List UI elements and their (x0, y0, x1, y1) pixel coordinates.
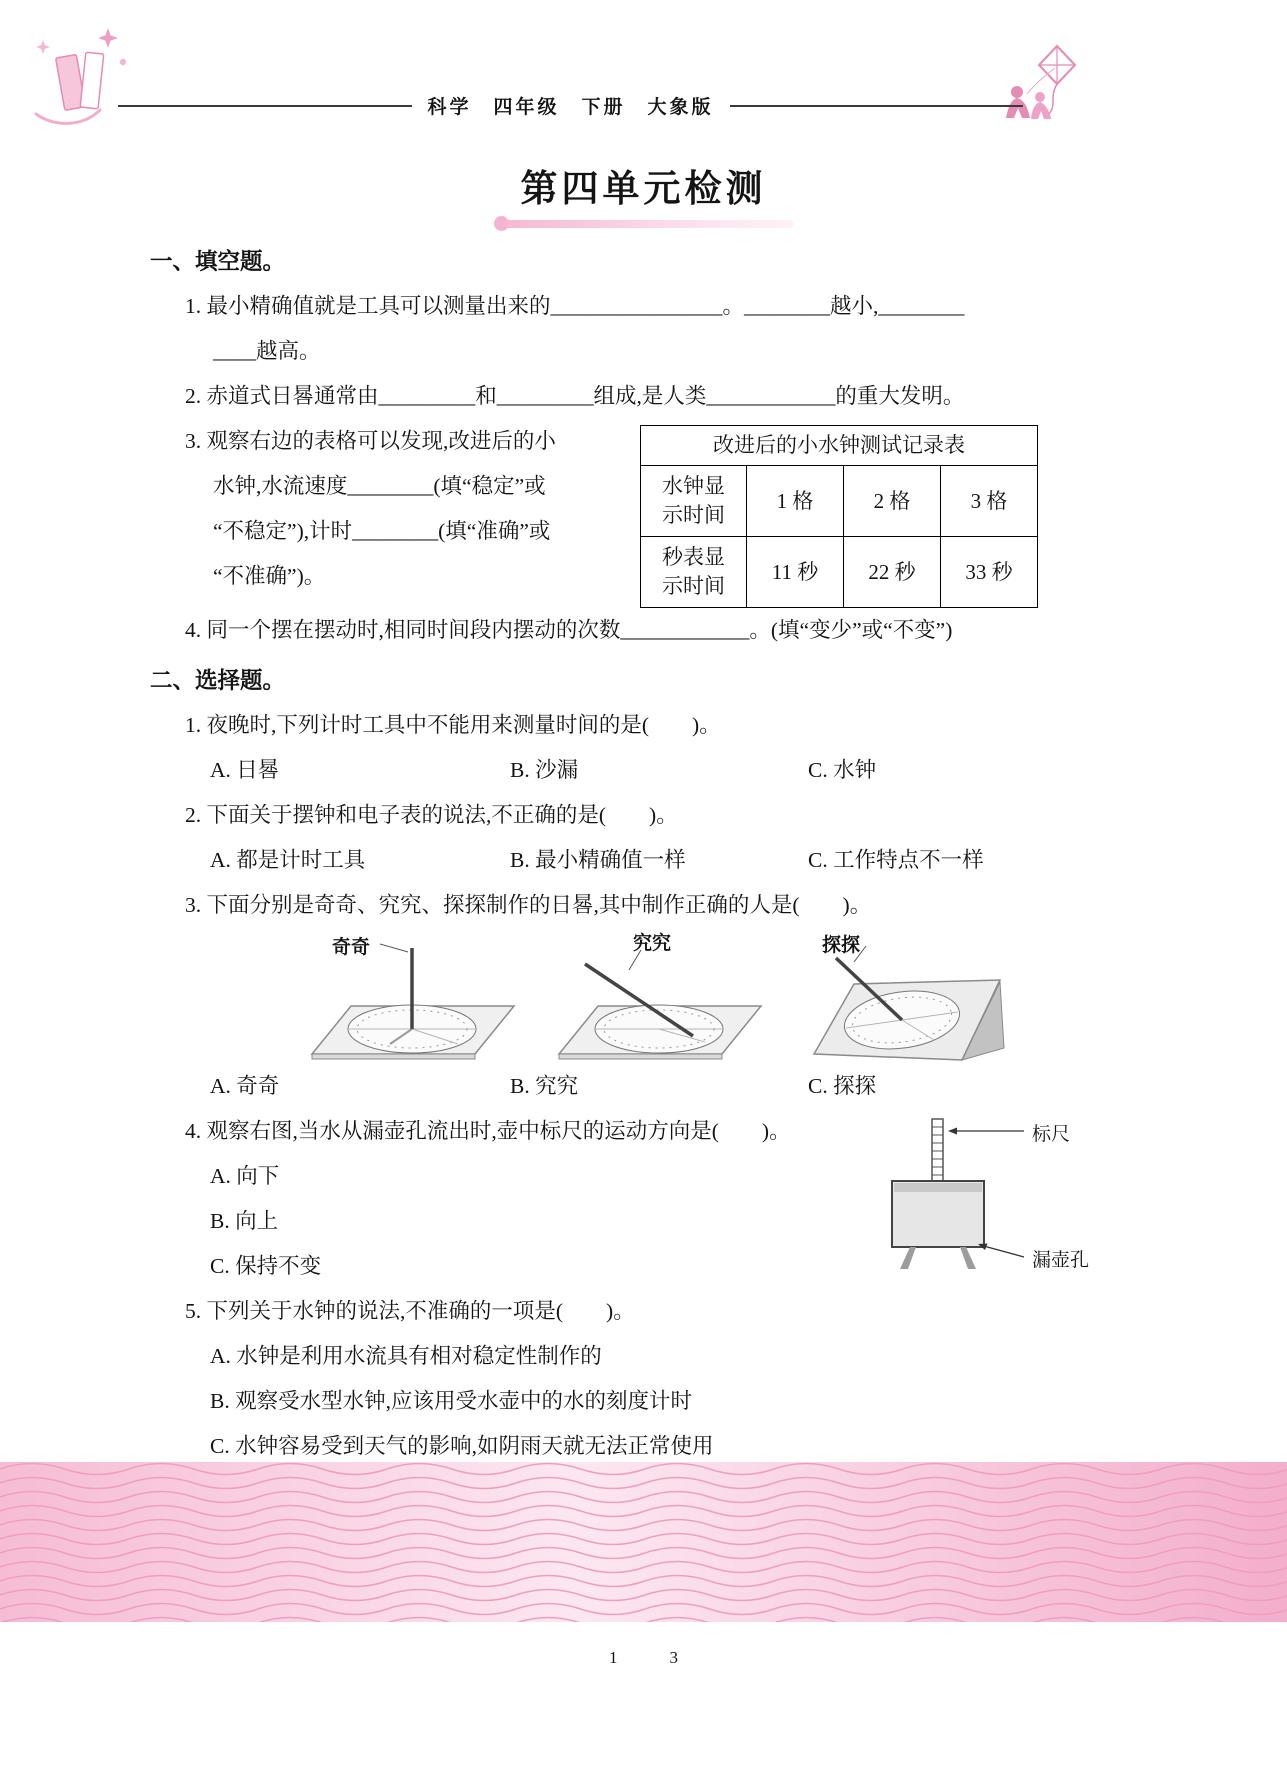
table-row (641, 466, 1038, 537)
choice-q5-stem: 5. 下列关于水钟的说法,不准确的一项是( )。 (185, 1299, 635, 1323)
choice-q4-stem: 4. 观察右图,当水从漏壶孔流出时,壶中标尺的运动方向是( )。 (185, 1119, 791, 1143)
books-decoration-icon (30, 22, 135, 139)
water-clock-diagram-icon (852, 1117, 1027, 1277)
table-row-label: 秒表显示时间 (641, 537, 747, 608)
kite-kids-decoration-icon (995, 42, 1095, 135)
choice-q2-stem: 2. 下面关于摆钟和电子表的说法,不正确的是( )。 (185, 803, 678, 827)
fill-q3-block (150, 419, 1140, 608)
table-cell: 11 秒 (747, 537, 844, 608)
choice-q2-options (150, 838, 1140, 883)
choice-q3-options (150, 1064, 1140, 1109)
water-clock-record-table (640, 425, 1038, 608)
table-cell: 2 格 (844, 466, 941, 537)
sundial-vertical-gnomon-icon (290, 932, 525, 1062)
table-cell: 33 秒 (941, 537, 1038, 608)
option-c: C. 工作特点不一样 (808, 848, 984, 872)
option-c: C. 水钟 (808, 758, 877, 782)
water-clock-figure (852, 1117, 1140, 1282)
ruler-label: 标尺 (1032, 1124, 1071, 1145)
sundial-label-3: 探探 (822, 935, 861, 956)
table-cell: 22 秒 (844, 537, 941, 608)
title-underline-decoration (494, 216, 794, 231)
leak-hole-label: 漏壶孔 (1032, 1250, 1090, 1271)
page-title: 第四单元检测 (520, 169, 767, 210)
fill-q3-line1: 3. 观察右边的表格可以发现,改进后的小 (185, 429, 556, 453)
table-cell: 1 格 (747, 466, 844, 537)
option-a: A. 都是计时工具 (210, 848, 366, 872)
footer-wave-decoration (0, 1462, 1287, 1622)
option-b: B. 沙漏 (510, 758, 579, 782)
page-number-left: 1 (609, 1648, 618, 1667)
option-c: C. 探探 (808, 1074, 877, 1098)
choice-q3-stem: 3. 下面分别是奇奇、究究、探探制作的日晷,其中制作正确的人是( )。 (185, 893, 872, 917)
option-b: B. 观察受水型水钟,应该用受水壶中的水的刻度计时 (210, 1389, 692, 1413)
option-b: B. 最小精确值一样 (510, 848, 686, 872)
fill-q3-line2: 水钟,水流速度________(填“稳定”或 (213, 474, 546, 498)
header-rule (118, 92, 1023, 119)
option-b: B. 究究 (510, 1074, 579, 1098)
option-a: A. 奇奇 (210, 1074, 280, 1098)
table-row (641, 537, 1038, 608)
underline-bar (504, 220, 794, 228)
page-numbers (0, 1648, 1287, 1668)
table-title: 改进后的小水钟测试记录表 (641, 426, 1038, 466)
choice-q1-stem: 1. 夜晚时,下列计时工具中不能用来测量时间的是( )。 (185, 713, 721, 737)
section-fill-heading: 一、填空题。 (150, 249, 286, 274)
header-line-left (118, 105, 412, 107)
option-c: C. 保持不变 (210, 1254, 322, 1278)
fill-q1-line1: 1. 最小精确值就是工具可以测量出来的________________。________越小,________ (185, 294, 965, 318)
choice-q1-options (150, 748, 1140, 793)
section-choice-heading: 二、选择题。 (150, 668, 286, 693)
choice-q4-block (150, 1109, 1140, 1289)
page-number-right: 3 (669, 1648, 678, 1667)
worksheet-content (150, 240, 1140, 1469)
option-a: A. 日晷 (210, 758, 280, 782)
sundial-label-2: 究究 (633, 933, 672, 954)
header-line-right (730, 105, 1024, 107)
option-c: C. 水钟容易受到天气的影响,如阴雨天就无法正常使用 (210, 1434, 714, 1458)
fill-q3-line3: “不稳定”),计时________(填“准确”或 (213, 519, 551, 543)
sundial-figure-1 (290, 932, 525, 1062)
option-a: A. 向下 (210, 1164, 280, 1188)
fill-q3-line4: “不准确”)。 (213, 564, 326, 588)
fill-q4: 4. 同一个摆在摆动时,相同时间段内摆动的次数____________。(填“变少”或“不变”) (185, 618, 953, 642)
table-row-label: 水钟显示时间 (641, 466, 747, 537)
table-cell: 3 格 (941, 466, 1038, 537)
fill-q1-line2: ____越高。 (213, 339, 321, 363)
option-a: A. 水钟是利用水流具有相对稳定性制作的 (210, 1344, 602, 1368)
course-info-label: 科学 四年级 下册 大象版 (427, 97, 714, 118)
sundial-figures (150, 930, 1140, 1062)
option-b: B. 向上 (210, 1209, 279, 1233)
sundial-label-1: 奇奇 (332, 937, 371, 958)
sundial-figure-2 (537, 932, 772, 1062)
sundial-figure-3 (784, 932, 1019, 1062)
sundial-tilted-plate-icon (784, 932, 1019, 1062)
fill-q2: 2. 赤道式日晷通常由_________和_________组成,是人类____________的重大发明。 (185, 384, 965, 408)
